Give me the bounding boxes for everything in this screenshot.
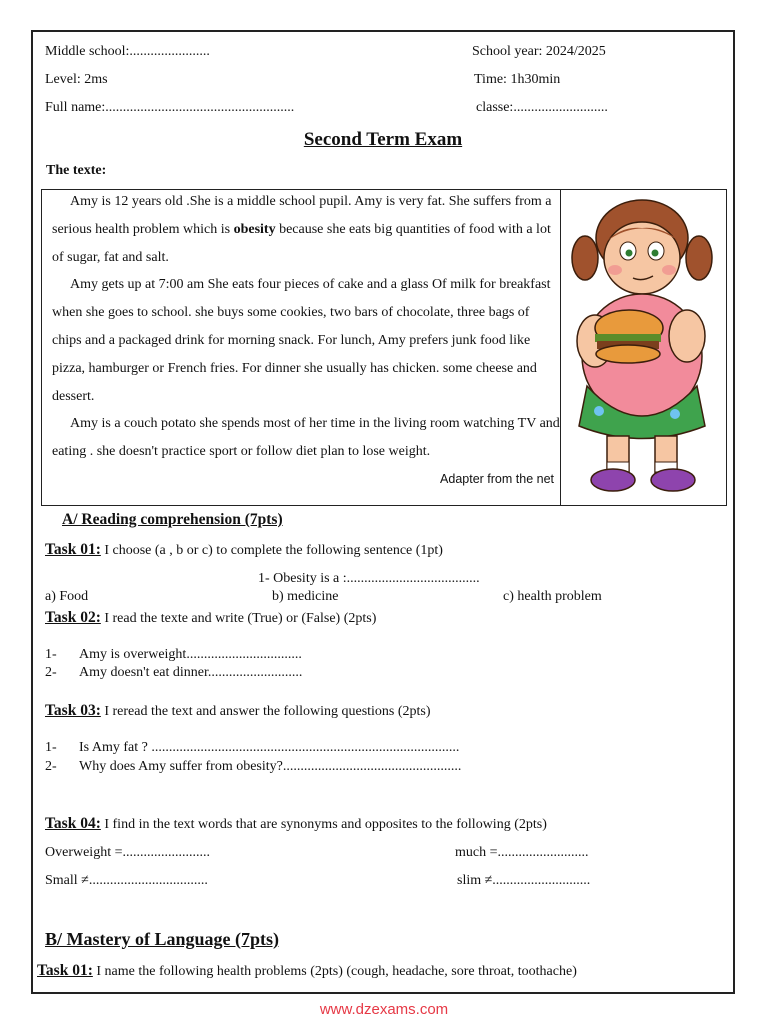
reading-text: [52, 188, 562, 466]
paragraph-2: Amy gets up at 7:00 am She eats four pieces of cake and a glass Of milk for breakfast when she goes to school. she buys some cookies, two bars of chocolate, three bags of chips and a packaged drink for morning snack. For lunch, Amy prefers junk food like pizza, hamburger or French fries. For dinner she usually has chicken. some cheese and dessert.: [52, 277, 551, 404]
task-2-item-1: 1- Amy is overweight.................................: [45, 647, 302, 662]
paragraph-3: Amy is a couch potato she spends most of her time in the living room watching TV and eating . she doesn't practice sport or follow diet plan to lose weight.: [52, 416, 560, 460]
exam-page: [31, 30, 735, 994]
task-3-label: Task 03:: [45, 702, 101, 719]
page-title: Second Term Exam: [303, 129, 463, 150]
task-4-small: Small ≠..................................: [45, 873, 208, 888]
school-year: School year: 2024/2025: [472, 44, 606, 59]
task-2-label: Task 02:: [45, 609, 101, 626]
paragraph-1: Amy is 12 years old .She is a middle school pupil. Amy is very fat. She suffers from a serious health problem which is obesity because she eats big quantities of food with a lot of sugar, fat and salt.: [52, 194, 552, 265]
task-4-heading: Task 04: I find in the text words that are synonyms and opposites to the following (2pts): [45, 815, 547, 832]
middle-school-field: Middle school:.......................: [45, 44, 210, 59]
time: Time: 1h30min: [474, 72, 561, 87]
task-1-option-c: c) health problem: [503, 589, 602, 604]
task-3-heading: Task 03: I reread the text and answer the following questions (2pts): [45, 702, 431, 719]
task-4-much: much =..........................: [455, 845, 589, 860]
task-1-label: Task 01:: [45, 541, 101, 558]
task-1-option-a: a) Food: [45, 589, 89, 604]
task-3-item-2: 2- Why does Amy suffer from obesity?...................................................: [45, 759, 462, 774]
text-source: Adapter from the net: [440, 472, 554, 486]
task-1-heading: Task 01: I choose (a , b or c) to complete the following sentence (1pt): [45, 541, 443, 558]
task-2-item-2: 2- Amy doesn't eat dinner...........................: [45, 665, 303, 680]
girl-eating-burger-illustration: [567, 196, 717, 501]
task-b1-heading: Task 01: I name the following health problems (2pts) (cough, headache, sore throat, toothache): [37, 962, 577, 979]
task-3-item-1: 1- Is Amy fat ? ........................................................................................: [45, 740, 460, 755]
task-b1-label: Task 01:: [37, 962, 93, 979]
task-4-label: Task 04:: [45, 815, 101, 832]
divider: [560, 190, 561, 505]
footer-url[interactable]: www.dzexams.com: [319, 1001, 449, 1018]
task-4-overweight: Overweight =.........................: [45, 845, 210, 860]
task-1-question: 1- Obesity is a :......................................: [258, 571, 480, 586]
task-4-slim: slim ≠............................: [457, 873, 591, 888]
task-2-heading: Task 02: I read the texte and write (True) or (False) (2pts): [45, 609, 377, 626]
classe-field: classe:...........................: [476, 100, 608, 115]
obesity-keyword: obesity: [233, 221, 276, 237]
texte-label: The texte:: [46, 163, 107, 178]
section-b-title: B/ Mastery of Language (7pts): [45, 929, 279, 949]
full-name-field: Full name:......................................................: [45, 100, 295, 115]
section-a-title: A/ Reading comprehension (7pts): [62, 511, 283, 528]
reading-text-box: [41, 189, 727, 506]
task-1-option-b: b) medicine: [272, 589, 339, 604]
level: Level: 2ms: [45, 72, 108, 87]
